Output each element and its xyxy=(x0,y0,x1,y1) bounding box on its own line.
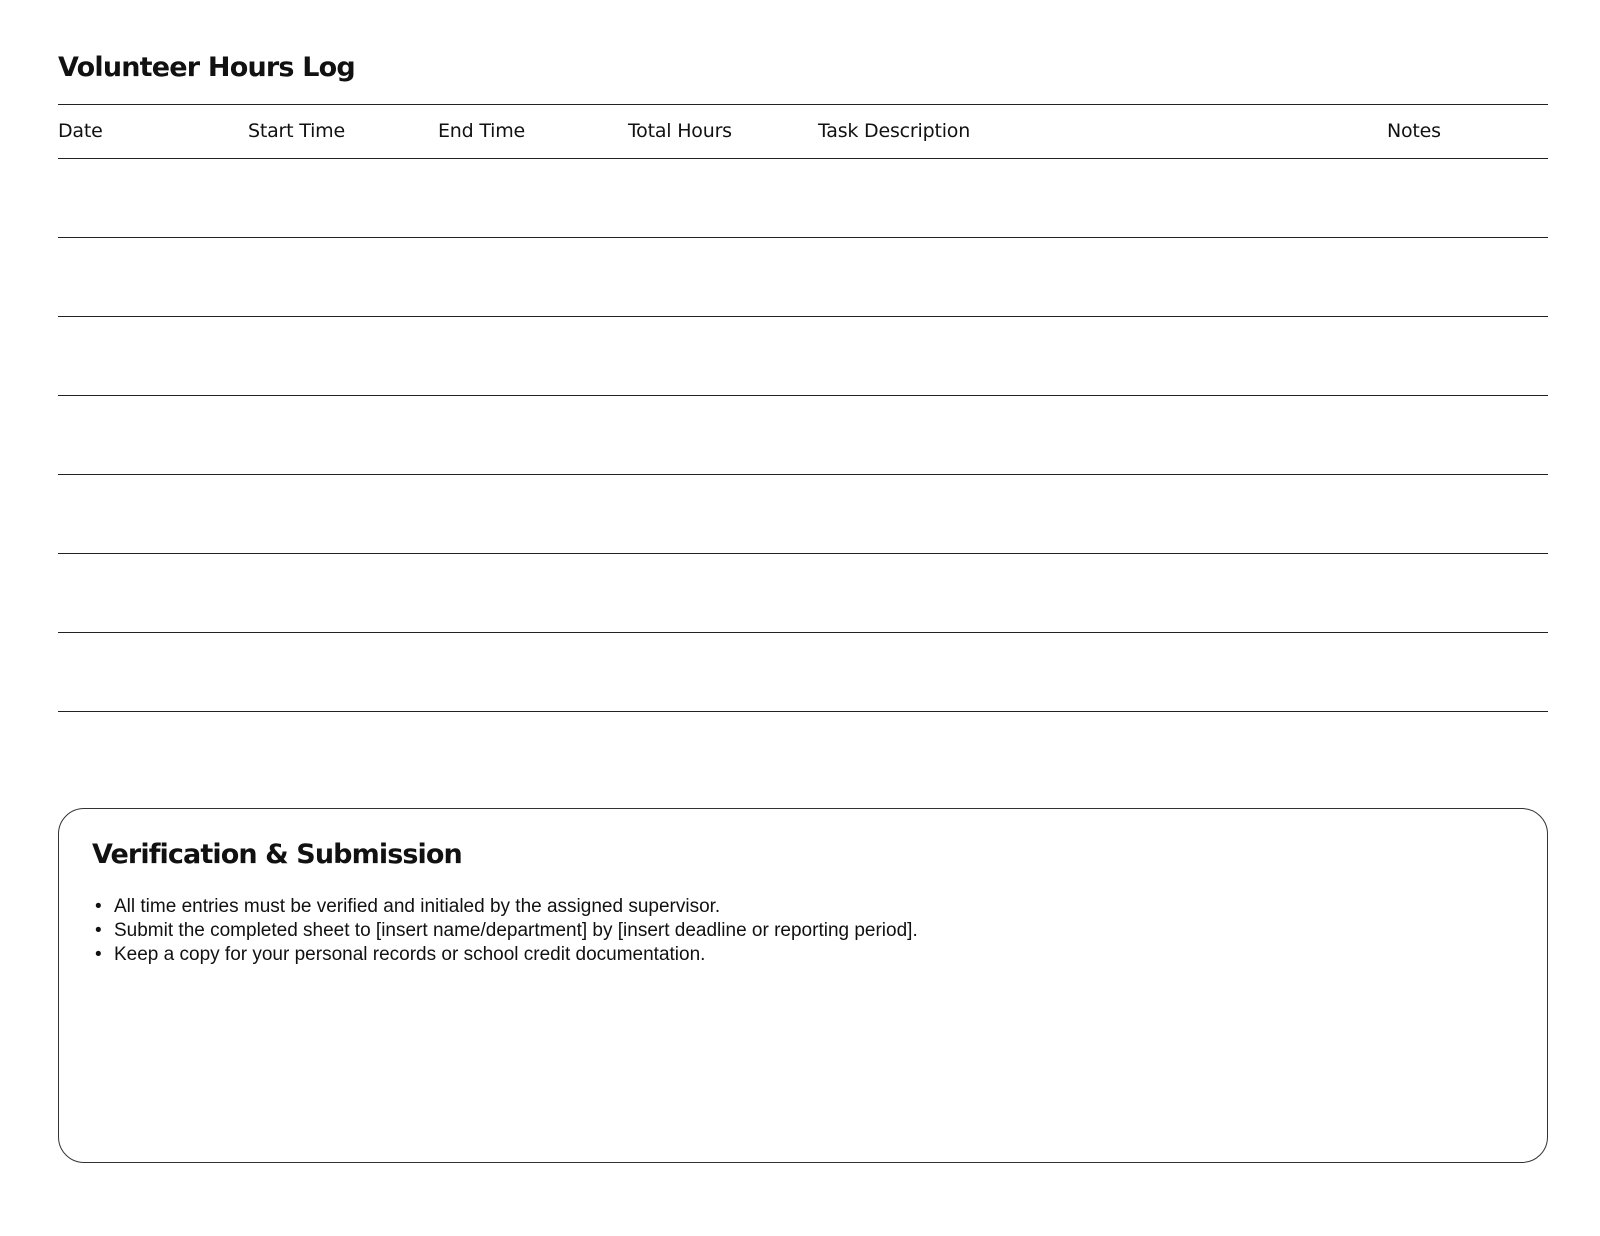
instruction-item xyxy=(92,943,918,967)
column-header-start-time: Start Time xyxy=(248,120,345,142)
table-row xyxy=(58,633,1548,712)
verification-title: Verification & Submission xyxy=(92,839,462,870)
column-header-notes: Notes xyxy=(1387,120,1441,142)
instruction-text: Submit the completed sheet to [insert name/department] by [insert deadline or reporting period]. xyxy=(114,920,918,941)
page-title: Volunteer Hours Log xyxy=(58,52,355,83)
instruction-item xyxy=(92,895,918,919)
bullet-icon: • xyxy=(95,944,102,965)
table-row xyxy=(58,554,1548,633)
table-row xyxy=(58,238,1548,317)
bullet-icon: • xyxy=(95,896,102,917)
column-header-date: Date xyxy=(58,120,103,142)
column-header-end-time: End Time xyxy=(438,120,526,142)
table-row xyxy=(58,159,1548,238)
instruction-item xyxy=(92,919,918,943)
table-row xyxy=(58,317,1548,396)
instruction-text: Keep a copy for your personal records or school credit documentation. xyxy=(114,944,706,965)
volunteer-hours-table xyxy=(58,104,1548,712)
verification-instructions-list xyxy=(92,895,918,967)
column-header-task-description: Task Description xyxy=(818,120,971,142)
bullet-icon: • xyxy=(95,920,102,941)
table-header-row xyxy=(58,105,1548,159)
instruction-text: All time entries must be verified and initialed by the assigned supervisor. xyxy=(114,896,721,917)
table-row xyxy=(58,475,1548,554)
column-header-total-hours: Total Hours xyxy=(628,120,732,142)
verification-section xyxy=(58,808,1548,1163)
document-page xyxy=(58,0,1548,1236)
table-row xyxy=(58,396,1548,475)
